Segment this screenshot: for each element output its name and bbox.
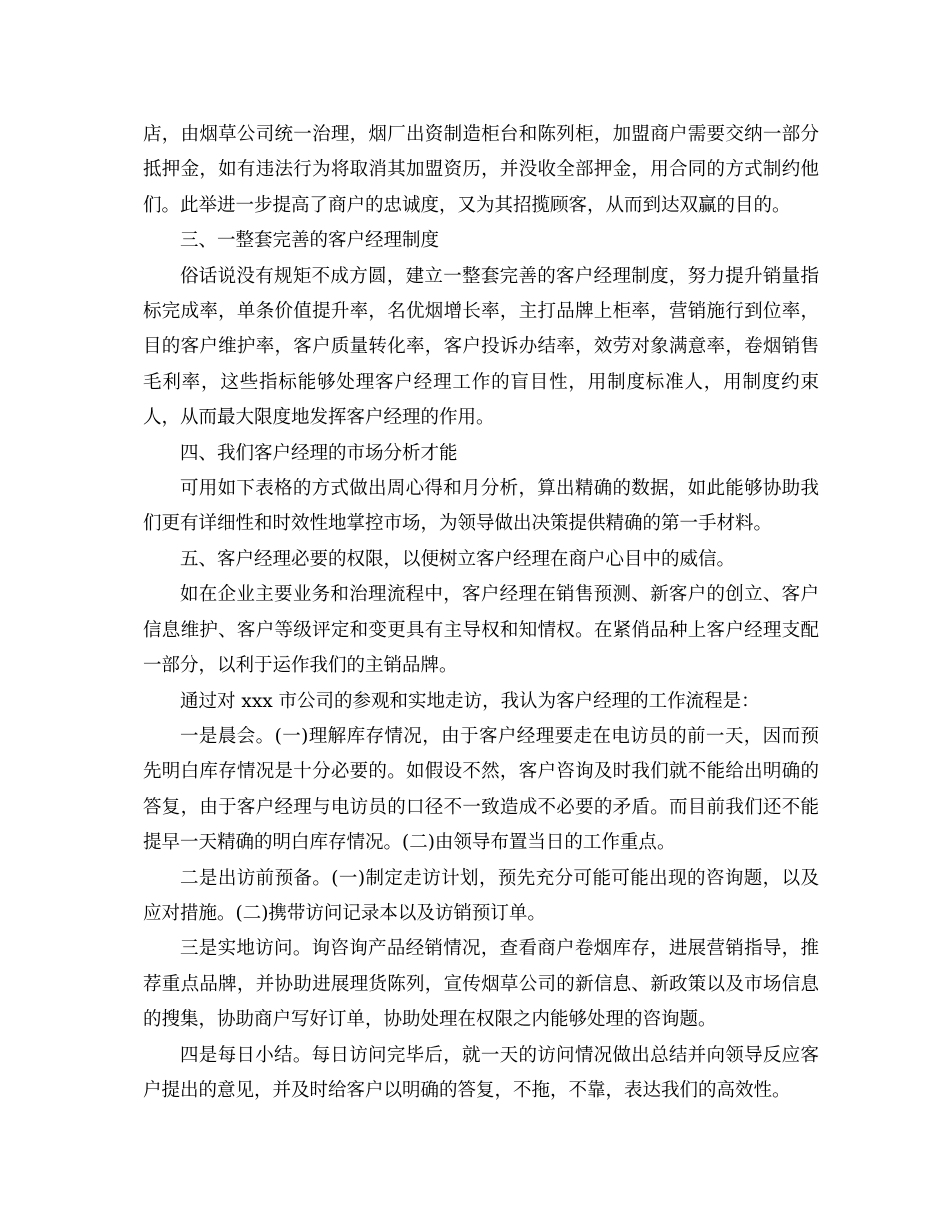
paragraph: 通过对 xxx 市公司的参观和实地走访，我认为客户经理的工作流程是：: [180, 690, 760, 712]
document-body: [143, 117, 819, 1108]
paragraph-continuation: 店，由烟草公司统一治理，烟厂出资制造柜台和陈列柜，加盟商户需要交纳一部分抵押金，如有违法行为将取消其加盟资历，并没收全部押金，用合同的方式制约他们。此举进一步提高了商户的忠诚度，又为其招揽顾客，从而到达双赢的目的。: [143, 124, 819, 216]
workflow-step-4: 四是每日小结。每日访问完毕后，就一天的访问情况做出总结并向领导反应客户提出的意见，并及时给客户以明确的答复，不拖，不靠，表达我们的高效性。: [143, 1044, 819, 1101]
workflow-step-1: 一是晨会。(一)理解库存情况，由于客户经理要走在电访员的前一天，因而预先明白库存情况是十分必要的。如假设不然，客户咨询及时我们就不能给出明确的答复，由于客户经理与电访员的口径不一致造成不必要的矛盾。而目前我们还不能提早一天精确的明白库存情况。(二)由领导布置当日的工作重点。: [143, 725, 819, 854]
paragraph: 俗话说没有规矩不成方圆，建立一整套完善的客户经理制度，努力提升销量指标完成率，单条价值提升率，名优烟增长率，主打品牌上柜率，营销施行到位率，目的客户维护率，客户质量转化率，客户投诉办结率，效劳对象满意率，卷烟销售毛利率，这些指标能够处理客户经理工作的盲目性，用制度标准人，用制度约束人，从而最大限度地发挥客户经理的作用。: [143, 265, 819, 429]
workflow-step-2: 二是出访前预备。(一)制定走访计划，预先充分可能可能出现的咨询题，以及应对措施。(二)携带访问记录本以及访销预订单。: [143, 867, 819, 924]
paragraph: 如在企业主要业务和治理流程中，客户经理在销售预测、新客户的创立、客户信息维护、客户等级评定和变更具有主导权和知情权。在紧俏品种上客户经理支配一部分，以利于运作我们的主销品牌。: [143, 584, 819, 677]
section-heading-5: 五、客户经理必要的权限，以便树立客户经理在商户心目中的威信。: [180, 548, 736, 570]
section-heading-3: 三、一整套完善的客户经理制度: [180, 230, 440, 252]
section-heading-4: 四、我们客户经理的市场分析才能: [180, 442, 458, 464]
workflow-step-3: 三是实地访问。询咨询产品经销情况，查看商户卷烟库存，进展营销指导，推荐重点品牌，并协助进展理货陈列，宣传烟草公司的新信息、新政策以及市场信息的搜集，协助商户写好订单，协助处理在权限之内能够处理的咨询题。: [143, 938, 819, 1031]
paragraph: 可用如下表格的方式做出周心得和月分析，算出精确的数据，如此能够协助我们更有详细性和时效性地掌控市场，为领导做出决策提供精确的第一手材料。: [143, 478, 819, 535]
